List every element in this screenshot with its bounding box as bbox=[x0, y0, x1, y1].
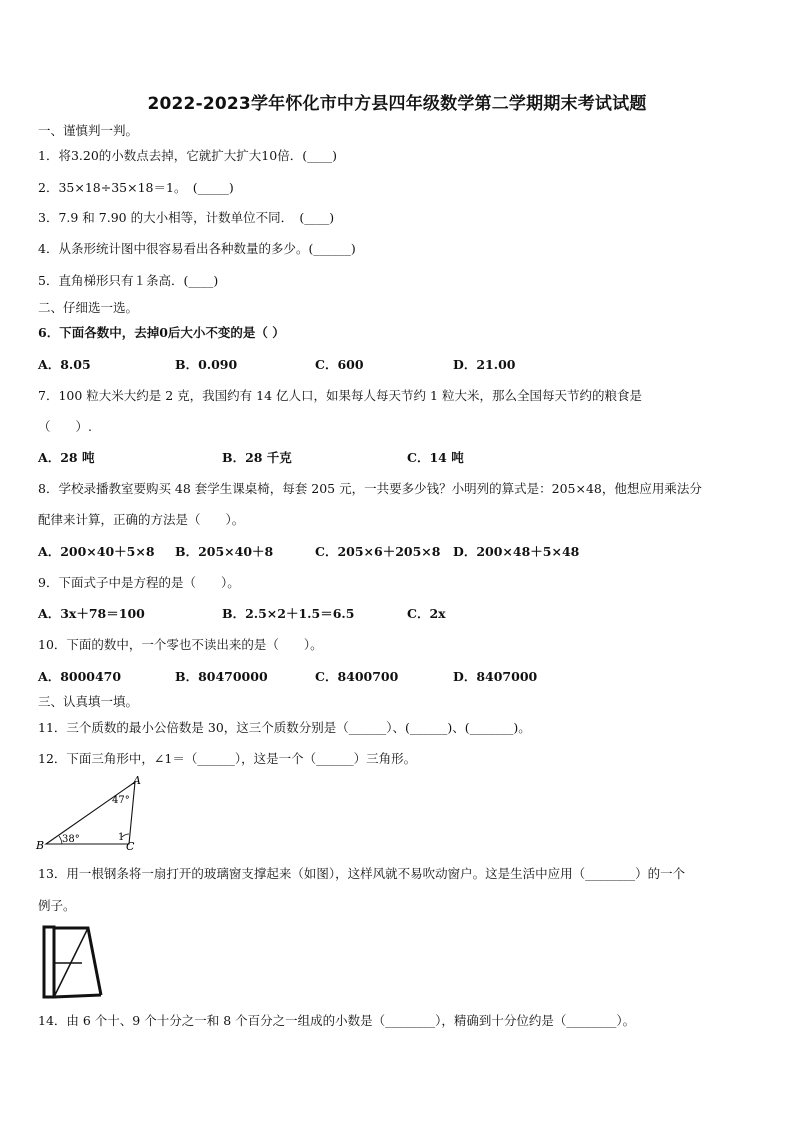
question-9-option-c: C．2x bbox=[407, 606, 446, 621]
page-title: 2022-2023学年怀化市中方县四年级数学第二学期期末考试试题 bbox=[147, 94, 647, 114]
question-3: 3．7.9 和 7.90 的大小相等，计数单位不同． (____) bbox=[38, 210, 335, 225]
question-7-option-b: B．28 千克 bbox=[222, 450, 292, 465]
question-11: 11．三个质数的最小公倍数是 30，这三个质数分别是（______）、(______)、(_______)。 bbox=[38, 720, 531, 735]
question-10-option-c: C．8400700 bbox=[315, 669, 399, 684]
section-2-heading: 二、仔细选一选。 bbox=[38, 300, 139, 315]
question-14: 14．由 6 个十、9 个十分之一和 8 个百分之一组成的小数是（________），精确到十分位约是（________）。 bbox=[38, 1013, 636, 1028]
question-13-stem-cont: 例子。 bbox=[38, 898, 76, 913]
window-figure bbox=[42, 925, 108, 1000]
question-8-option-d: D．200×48＋5×48 bbox=[453, 544, 580, 559]
question-8-option-a: A．200×40＋5×8 bbox=[38, 544, 155, 559]
question-9-stem: 9．下面式子中是方程的是（ ）。 bbox=[38, 575, 240, 590]
question-13-stem: 13．用一根钢条将一扇打开的玻璃窗支撑起来（如图），这样风就不易吹动窗户。这是生活中应用（________）的一个 bbox=[38, 866, 686, 881]
vertex-label-a: A bbox=[133, 774, 141, 787]
vertex-label-c: C bbox=[126, 840, 135, 850]
question-8-option-c: C．205×6＋205×8 bbox=[315, 544, 441, 559]
question-7-stem-cont: （ ）. bbox=[38, 419, 92, 434]
question-9-option-a: A．3x＋78＝100 bbox=[38, 606, 145, 621]
triangle-figure bbox=[34, 774, 154, 850]
question-6-stem: 6．下面各数中，去掉0后大小不变的是（ ） bbox=[38, 325, 285, 340]
question-8-stem: 8．学校录播教室要购买 48 套学生课桌椅，每套 205 元，一共要多少钱？小明列的算式是：205×48，他想应用乘法分 bbox=[38, 481, 702, 496]
question-9-option-b: B．2.5×2＋1.5＝6.5 bbox=[222, 606, 355, 621]
question-6-option-b: B．0.090 bbox=[175, 357, 238, 372]
question-10-option-b: B．80470000 bbox=[175, 669, 268, 684]
vertex-label-b: B bbox=[36, 839, 45, 850]
question-7-option-c: C．14 吨 bbox=[407, 450, 464, 465]
question-6-option-a: A．8.05 bbox=[38, 357, 91, 372]
question-10-option-a: A．8000470 bbox=[38, 669, 122, 684]
question-10-stem: 10．下面的数中，一个零也不读出来的是（ ）。 bbox=[38, 637, 323, 652]
question-8-option-b: B．205×40＋8 bbox=[175, 544, 274, 559]
section-3-heading: 三、认真填一填。 bbox=[38, 694, 139, 709]
question-7-stem: 7．100 粒大米大约是 2 克，我国约有 14 亿人口，如果每人每天节约 1 粒大米，那么全国每天节约的粮食是 bbox=[38, 388, 642, 403]
section-1-heading: 一、谨慎判一判。 bbox=[38, 123, 139, 138]
question-12: 12．下面三角形中，∠1＝（______），这是一个（______）三角形。 bbox=[38, 751, 417, 766]
question-1: 1．将3.20的小数点去掉，它就扩大扩大10倍．(____) bbox=[38, 148, 337, 163]
question-7-option-a: A．28 吨 bbox=[38, 450, 95, 465]
question-6-option-d: D．21.00 bbox=[453, 357, 516, 372]
angle-1-label: 1 bbox=[118, 832, 125, 843]
question-2: 2．35×18÷35×18＝1。 (_____) bbox=[38, 180, 234, 195]
question-4: 4．从条形统计图中很容易看出各种数量的多少。(______) bbox=[38, 241, 356, 256]
question-10-option-d: D．8407000 bbox=[453, 669, 538, 684]
question-6-option-c: C．600 bbox=[315, 357, 364, 372]
question-5: 5．直角梯形只有１条高．(____) bbox=[38, 273, 219, 288]
angle-b-label: 38° bbox=[62, 834, 80, 845]
angle-a-label: 47° bbox=[112, 795, 130, 806]
question-8-stem-cont: 配律来计算，正确的方法是（ ）。 bbox=[38, 512, 245, 527]
